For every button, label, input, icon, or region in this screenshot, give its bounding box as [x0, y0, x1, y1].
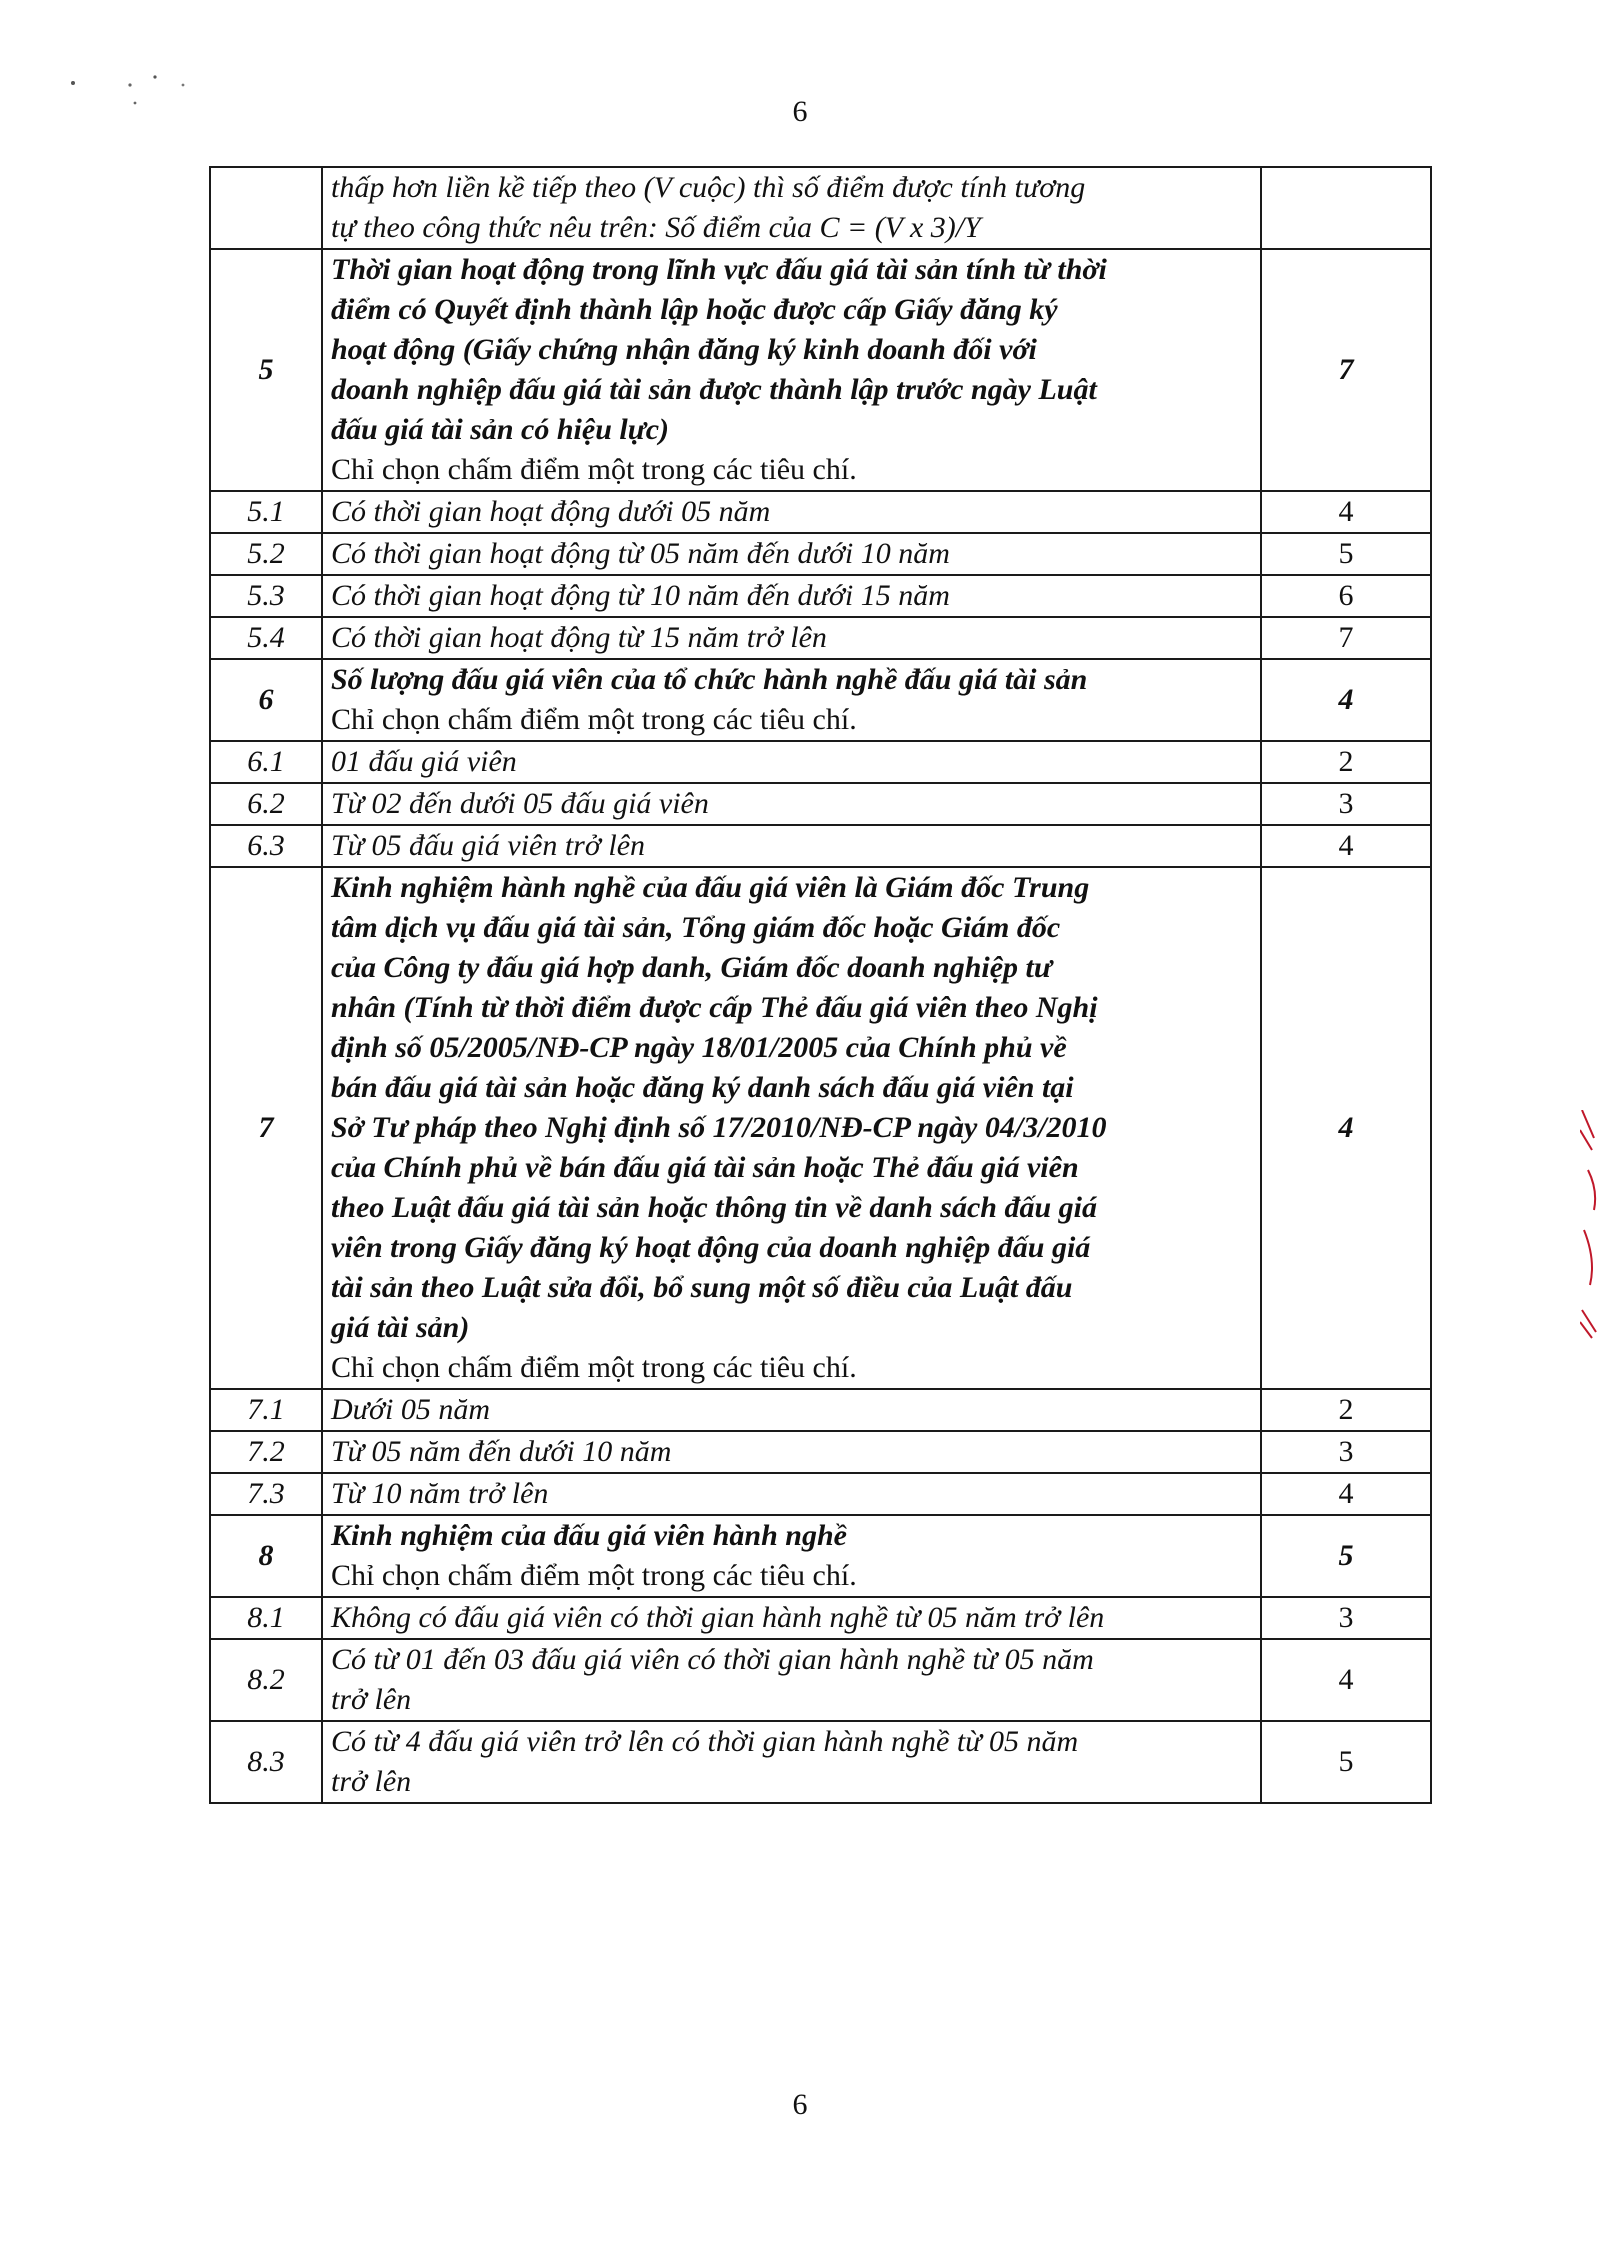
criterion-number: 6 — [210, 659, 322, 741]
description-line: theo Luật đấu giá tài sản hoặc thông tin về danh sách đấu giá — [331, 1191, 1097, 1224]
criterion-score: 4 — [1261, 1639, 1431, 1721]
description-line: Có thời gian hoạt động dưới 05 năm — [331, 495, 771, 528]
table-body — [210, 167, 1431, 1803]
description-line: Số lượng đấu giá viên của tổ chức hành nghề đấu giá tài sản — [331, 663, 1088, 696]
description-line: Chỉ chọn chấm điểm một trong các tiêu chí. — [331, 1559, 857, 1592]
page-number-bottom: 6 — [792, 2088, 808, 2121]
description-line: Có thời gian hoạt động từ 05 năm đến dưới 10 năm — [331, 537, 950, 570]
criterion-description — [322, 825, 1261, 867]
criterion-number: 5.1 — [210, 491, 322, 533]
description-line: Từ 02 đến dưới 05 đấu giá viên — [331, 787, 709, 820]
description-line: tài sản theo Luật sửa đổi, bổ sung một số điều của Luật đấu — [331, 1271, 1073, 1304]
criterion-number: 8.3 — [210, 1721, 322, 1803]
description-line: của Công ty đấu giá hợp danh, Giám đốc doanh nghiệp tư — [331, 951, 1052, 984]
criterion-score: 5 — [1261, 1721, 1431, 1803]
criterion-number: 7 — [210, 867, 322, 1389]
description-line: hoạt động (Giấy chứng nhận đăng ký kinh doanh đối với — [331, 333, 1037, 366]
criterion-number — [210, 167, 322, 249]
criterion-description — [322, 1639, 1261, 1721]
criterion-description — [322, 1515, 1261, 1597]
criterion-score: 4 — [1261, 867, 1431, 1389]
criterion-score: 4 — [1261, 825, 1431, 867]
table-row — [210, 1721, 1431, 1803]
criterion-number: 5 — [210, 249, 322, 491]
criterion-description — [322, 1389, 1261, 1431]
description-line: Chỉ chọn chấm điểm một trong các tiêu chí. — [331, 1351, 857, 1384]
description-line: trở lên — [331, 1683, 412, 1716]
criterion-description — [322, 533, 1261, 575]
table-row — [210, 1639, 1431, 1721]
description-line: giá tài sản) — [331, 1311, 470, 1344]
description-line: Dưới 05 năm — [331, 1393, 491, 1426]
table-row — [210, 1515, 1431, 1597]
red-stamp-edge — [1580, 1110, 1600, 1340]
criterion-number: 7.3 — [210, 1473, 322, 1515]
criterion-number: 5.3 — [210, 575, 322, 617]
criterion-score: 3 — [1261, 783, 1431, 825]
criterion-score: 5 — [1261, 533, 1431, 575]
description-line: Kinh nghiệm hành nghề của đấu giá viên là Giám đốc Trung — [331, 871, 1090, 904]
description-line: định số 05/2005/NĐ-CP ngày 18/01/2005 của Chính phủ về — [331, 1031, 1067, 1064]
criterion-score: 4 — [1261, 491, 1431, 533]
criterion-description — [322, 491, 1261, 533]
criterion-score: 5 — [1261, 1515, 1431, 1597]
criterion-number: 5.4 — [210, 617, 322, 659]
description-line: tự theo công thức nêu trên: Số điểm của C = (V x 3)/Y — [331, 211, 981, 244]
table-row — [210, 1597, 1431, 1639]
criterion-number: 6.2 — [210, 783, 322, 825]
table-row — [210, 867, 1431, 1389]
criterion-score: 2 — [1261, 741, 1431, 783]
description-line: nhân (Tính từ thời điểm được cấp Thẻ đấu giá viên theo Nghị — [331, 991, 1098, 1024]
description-line: Chỉ chọn chấm điểm một trong các tiêu chí. — [331, 703, 857, 736]
criterion-description — [322, 249, 1261, 491]
table-row — [210, 1473, 1431, 1515]
description-line: Có thời gian hoạt động từ 10 năm đến dưới 15 năm — [331, 579, 950, 612]
criterion-description — [322, 659, 1261, 741]
criterion-score: 6 — [1261, 575, 1431, 617]
criterion-description — [322, 617, 1261, 659]
description-line: Có từ 4 đấu giá viên trở lên có thời gian hành nghề từ 05 năm — [331, 1725, 1079, 1758]
criterion-score: 7 — [1261, 249, 1431, 491]
description-line: đấu giá tài sản có hiệu lực) — [331, 413, 669, 446]
scoring-criteria-table — [209, 166, 1432, 1804]
criterion-score: 4 — [1261, 659, 1431, 741]
description-line: Chỉ chọn chấm điểm một trong các tiêu chí. — [331, 453, 857, 486]
criterion-score: 3 — [1261, 1597, 1431, 1639]
table-row — [210, 575, 1431, 617]
page-number-top: 6 — [792, 95, 808, 128]
description-line: thấp hơn liền kề tiếp theo (V cuộc) thì số điểm được tính tương — [331, 171, 1086, 204]
description-line: điểm có Quyết định thành lập hoặc được cấp Giấy đăng ký — [331, 293, 1058, 326]
description-line: doanh nghiệp đấu giá tài sản được thành lập trước ngày Luật — [331, 373, 1097, 406]
criterion-description — [322, 1431, 1261, 1473]
description-line: tâm dịch vụ đấu giá tài sản, Tổng giám đốc hoặc Giám đốc — [331, 911, 1061, 944]
description-line: bán đấu giá tài sản hoặc đăng ký danh sách đấu giá viên tại — [331, 1071, 1074, 1104]
table-row — [210, 533, 1431, 575]
criterion-description — [322, 1597, 1261, 1639]
criterion-number: 7.1 — [210, 1389, 322, 1431]
criterion-description — [322, 167, 1261, 249]
description-line: trở lên — [331, 1765, 412, 1798]
table-row — [210, 1431, 1431, 1473]
criterion-score: 7 — [1261, 617, 1431, 659]
criterion-description — [322, 783, 1261, 825]
criterion-number: 7.2 — [210, 1431, 322, 1473]
description-line: Có thời gian hoạt động từ 15 năm trở lên — [331, 621, 827, 654]
table-row — [210, 1389, 1431, 1431]
description-line: 01 đấu giá viên — [331, 745, 517, 778]
criterion-number: 6.1 — [210, 741, 322, 783]
criterion-score: 2 — [1261, 1389, 1431, 1431]
description-line: Thời gian hoạt động trong lĩnh vực đấu giá tài sản tính từ thời — [331, 253, 1107, 286]
criterion-description — [322, 741, 1261, 783]
criterion-description — [322, 1721, 1261, 1803]
criterion-number: 5.2 — [210, 533, 322, 575]
table-row — [210, 825, 1431, 867]
table-row — [210, 249, 1431, 491]
description-line: viên trong Giấy đăng ký hoạt động của doanh nghiệp đấu giá — [331, 1231, 1091, 1264]
table-row — [210, 659, 1431, 741]
table-row — [210, 783, 1431, 825]
description-line: Sở Tư pháp theo Nghị định số 17/2010/NĐ-CP ngày 04/3/2010 — [331, 1111, 1107, 1144]
table-row — [210, 617, 1431, 659]
table-row — [210, 491, 1431, 533]
criterion-score: 3 — [1261, 1431, 1431, 1473]
criterion-score: 4 — [1261, 1473, 1431, 1515]
description-line: Có từ 01 đến 03 đấu giá viên có thời gian hành nghề từ 05 năm — [331, 1643, 1094, 1676]
criterion-description — [322, 867, 1261, 1389]
criterion-number: 8 — [210, 1515, 322, 1597]
criterion-number: 8.2 — [210, 1639, 322, 1721]
criterion-score — [1261, 167, 1431, 249]
description-line: Từ 10 năm trở lên — [331, 1477, 549, 1510]
description-line: Từ 05 đấu giá viên trở lên — [331, 829, 646, 862]
table-row — [210, 741, 1431, 783]
criterion-number: 8.1 — [210, 1597, 322, 1639]
criterion-description — [322, 1473, 1261, 1515]
description-line: Từ 05 năm đến dưới 10 năm — [331, 1435, 672, 1468]
description-line: Kinh nghiệm của đấu giá viên hành nghề — [331, 1519, 847, 1552]
criterion-number: 6.3 — [210, 825, 322, 867]
table-row — [210, 167, 1431, 249]
description-line: của Chính phủ về bán đấu giá tài sản hoặc Thẻ đấu giá viên — [331, 1151, 1079, 1184]
description-line: Không có đấu giá viên có thời gian hành nghề từ 05 năm trở lên — [331, 1601, 1105, 1634]
criterion-description — [322, 575, 1261, 617]
